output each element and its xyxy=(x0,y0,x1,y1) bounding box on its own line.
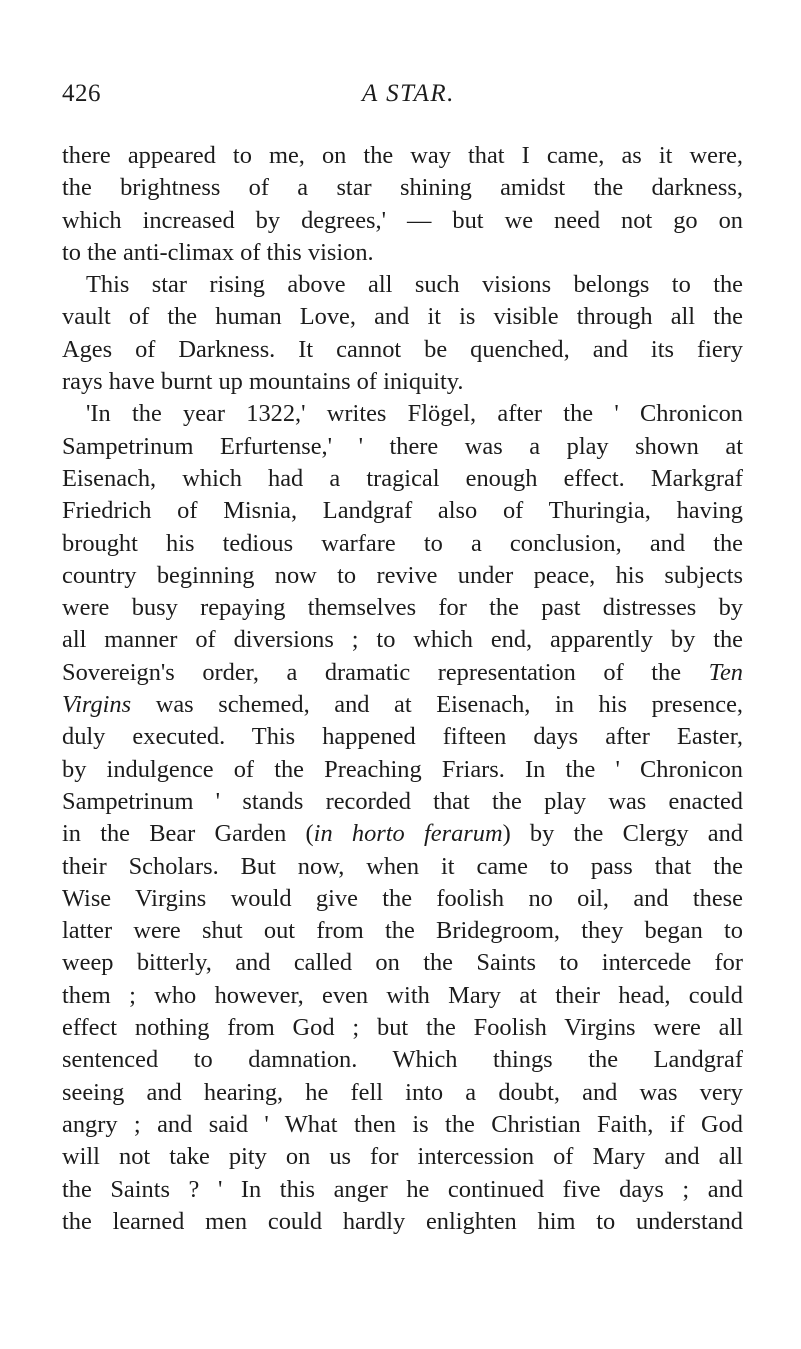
text-line: Sovereign's order, a dramatic representation of the Ten xyxy=(62,658,743,686)
page-number: 426 xyxy=(62,80,101,107)
text-line: angry ; and said ' What then is the Christian Faith, if God xyxy=(62,1110,743,1138)
text-line: Eisenach, which had a tragical enough effect. Markgraf xyxy=(62,464,743,492)
text-line: Sampetrinum ' stands recorded that the play was enacted xyxy=(62,787,743,815)
text-line: all manner of diversions ; to which end, apparently by the xyxy=(62,626,743,654)
text-line: by indulgence of the Preaching Friars. In the ' Chronicon xyxy=(62,755,743,783)
text-line: the brightness of a star shining amidst the darkness, xyxy=(62,174,743,202)
text-line: This star rising above all such visions belongs to the xyxy=(86,271,743,299)
text-line: weep bitterly, and called on the Saints to intercede for xyxy=(62,949,743,977)
text-line: vault of the human Love, and it is visible through all the xyxy=(62,303,743,331)
text-line: will not take pity on us for intercession of Mary and all xyxy=(62,1143,743,1171)
text-line: latter were shut out from the Bridegroom, they began to xyxy=(62,917,743,945)
body-text xyxy=(62,140,743,1238)
text-line: in the Bear Garden (in horto ferarum) by the Clergy and xyxy=(62,820,743,848)
text-line: country beginning now to revive under peace, his subjects xyxy=(62,561,743,589)
text-line: to the anti-climax of this vision. xyxy=(62,238,374,266)
text-line: were busy repaying themselves for the past distresses by xyxy=(62,594,743,622)
running-head xyxy=(62,80,742,116)
text-line: Wise Virgins would give the foolish no oil, and these xyxy=(62,884,743,912)
text-line: 'In the year 1322,' writes Flögel, after the ' Chronicon xyxy=(86,400,743,428)
text-line: Sampetrinum Erfurtense,' ' there was a play shown at xyxy=(62,432,743,460)
text-line: rays have burnt up mountains of iniquity. xyxy=(62,368,464,396)
text-line: the Saints ? ' In this anger he continued five days ; and xyxy=(62,1175,743,1203)
text-line: Friedrich of Misnia, Landgraf also of Thuringia, having xyxy=(62,497,743,525)
text-line: the learned men could hardly enlighten him to understand xyxy=(62,1207,743,1235)
text-line: them ; who however, even with Mary at their head, could xyxy=(62,981,743,1009)
text-line: their Scholars. But now, when it came to pass that the xyxy=(62,852,743,880)
text-line: which increased by degrees,' — but we need not go on xyxy=(62,206,743,234)
text-line: duly executed. This happened fifteen days after Easter, xyxy=(62,723,743,751)
text-line: brought his tedious warfare to a conclusion, and the xyxy=(62,529,743,557)
text-line: sentenced to damnation. Which things the Landgraf xyxy=(62,1046,743,1074)
text-line: there appeared to me, on the way that I came, as it were, xyxy=(62,142,743,169)
text-line: effect nothing from God ; but the Foolish Virgins were all xyxy=(62,1014,743,1042)
running-title: A STAR. xyxy=(362,80,455,107)
text-line: Virgins was schemed, and at Eisenach, in his presence, xyxy=(62,691,743,719)
text-line: Ages of Darkness. It cannot be quenched, and its fiery xyxy=(62,335,743,363)
text-line: seeing and hearing, he fell into a doubt, and was very xyxy=(62,1078,743,1106)
